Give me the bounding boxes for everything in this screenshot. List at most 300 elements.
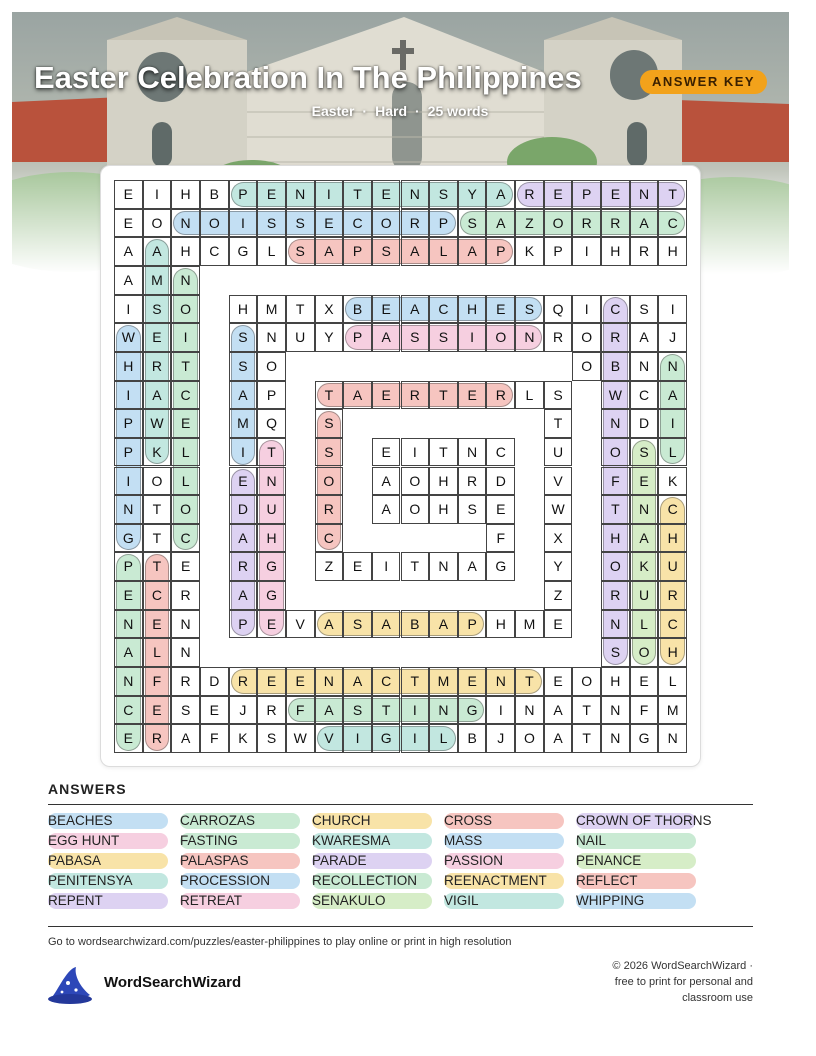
grid-cell[interactable]: A [315, 237, 344, 266]
grid-cell[interactable]: R [315, 495, 344, 524]
grid-cell[interactable]: D [486, 467, 515, 496]
grid-cell[interactable]: F [286, 696, 315, 725]
grid-cell[interactable]: R [458, 467, 487, 496]
grid-cell[interactable]: E [601, 180, 630, 209]
grid-cell[interactable]: N [257, 467, 286, 496]
grid-cell[interactable]: D [200, 667, 229, 696]
grid-cell[interactable]: S [229, 352, 258, 381]
grid-cell[interactable]: H [658, 237, 687, 266]
grid-cell[interactable]: C [200, 237, 229, 266]
grid-cell[interactable]: A [401, 237, 430, 266]
grid-cell[interactable]: R [171, 667, 200, 696]
grid-cell[interactable]: W [114, 323, 143, 352]
grid-cell[interactable]: A [544, 696, 573, 725]
grid-cell[interactable]: S [315, 409, 344, 438]
grid-cell[interactable]: W [601, 381, 630, 410]
grid-cell[interactable]: U [658, 552, 687, 581]
grid-cell[interactable]: O [601, 438, 630, 467]
grid-cell[interactable]: I [114, 467, 143, 496]
grid-cell[interactable]: T [143, 524, 172, 553]
grid-cell[interactable]: E [257, 667, 286, 696]
grid-cell[interactable]: E [458, 381, 487, 410]
grid-cell[interactable]: T [429, 438, 458, 467]
grid-cell[interactable]: R [401, 209, 430, 238]
grid-cell[interactable]: P [572, 180, 601, 209]
grid-cell[interactable]: C [343, 209, 372, 238]
grid-cell[interactable]: B [601, 352, 630, 381]
grid-cell[interactable]: I [458, 323, 487, 352]
grid-cell[interactable]: S [286, 209, 315, 238]
grid-cell[interactable]: R [658, 581, 687, 610]
grid-cell[interactable]: T [143, 552, 172, 581]
grid-cell[interactable]: N [401, 180, 430, 209]
grid-cell[interactable]: L [429, 237, 458, 266]
grid-cell[interactable]: O [143, 467, 172, 496]
grid-cell[interactable]: T [401, 667, 430, 696]
grid-cell[interactable]: A [171, 724, 200, 753]
grid-cell[interactable]: L [171, 467, 200, 496]
grid-cell[interactable]: H [171, 180, 200, 209]
grid-cell[interactable]: I [143, 180, 172, 209]
grid-cell[interactable]: O [200, 209, 229, 238]
grid-cell[interactable]: G [372, 724, 401, 753]
grid-cell[interactable]: J [658, 323, 687, 352]
grid-cell[interactable]: E [630, 467, 659, 496]
grid-cell[interactable]: E [630, 667, 659, 696]
grid-cell[interactable]: E [229, 467, 258, 496]
grid-cell[interactable]: A [114, 237, 143, 266]
grid-cell[interactable]: E [343, 552, 372, 581]
grid-cell[interactable]: V [544, 467, 573, 496]
grid-cell[interactable]: S [257, 724, 286, 753]
grid-cell[interactable]: N [429, 696, 458, 725]
grid-cell[interactable]: M [143, 266, 172, 295]
grid-cell[interactable]: E [114, 180, 143, 209]
grid-cell[interactable]: L [257, 237, 286, 266]
grid-cell[interactable]: O [572, 352, 601, 381]
grid-cell[interactable]: T [515, 667, 544, 696]
grid-cell[interactable]: B [200, 180, 229, 209]
grid-cell[interactable]: G [257, 552, 286, 581]
grid-cell[interactable]: T [572, 696, 601, 725]
grid-cell[interactable]: E [372, 180, 401, 209]
grid-cell[interactable]: A [630, 209, 659, 238]
grid-cell[interactable]: S [229, 323, 258, 352]
grid-cell[interactable]: C [429, 295, 458, 324]
grid-cell[interactable]: F [630, 696, 659, 725]
grid-cell[interactable]: A [401, 295, 430, 324]
grid-cell[interactable]: H [658, 638, 687, 667]
grid-cell[interactable]: T [143, 495, 172, 524]
grid-cell[interactable]: I [401, 438, 430, 467]
grid-cell[interactable]: A [343, 667, 372, 696]
grid-cell[interactable]: N [315, 667, 344, 696]
grid-cell[interactable]: O [401, 495, 430, 524]
grid-cell[interactable]: R [572, 209, 601, 238]
grid-cell[interactable]: G [257, 581, 286, 610]
play-online-link[interactable]: Go to wordsearchwizard.com/puzzles/easter-philippines to play online or print in high resolution [48, 936, 512, 948]
grid-cell[interactable]: U [286, 323, 315, 352]
grid-cell[interactable]: U [630, 581, 659, 610]
grid-cell[interactable]: L [658, 438, 687, 467]
grid-cell[interactable]: G [458, 696, 487, 725]
grid-cell[interactable]: H [257, 524, 286, 553]
grid-cell[interactable]: H [486, 610, 515, 639]
grid-cell[interactable]: S [143, 295, 172, 324]
grid-cell[interactable]: T [286, 295, 315, 324]
grid-cell[interactable]: P [229, 180, 258, 209]
grid-cell[interactable]: A [486, 180, 515, 209]
grid-cell[interactable]: K [630, 552, 659, 581]
grid-cell[interactable]: T [544, 409, 573, 438]
grid-cell[interactable]: S [458, 209, 487, 238]
grid-cell[interactable]: S [630, 438, 659, 467]
grid-cell[interactable]: N [486, 667, 515, 696]
grid-cell[interactable]: T [429, 381, 458, 410]
grid-cell[interactable]: N [171, 638, 200, 667]
grid-cell[interactable]: E [372, 381, 401, 410]
grid-cell[interactable]: I [171, 323, 200, 352]
grid-cell[interactable]: A [372, 610, 401, 639]
grid-cell[interactable]: F [486, 524, 515, 553]
grid-cell[interactable]: A [229, 381, 258, 410]
grid-cell[interactable]: A [630, 524, 659, 553]
grid-cell[interactable]: K [658, 467, 687, 496]
grid-cell[interactable]: R [143, 724, 172, 753]
grid-cell[interactable]: O [572, 323, 601, 352]
grid-cell[interactable]: C [658, 610, 687, 639]
grid-cell[interactable]: N [630, 495, 659, 524]
grid-cell[interactable]: C [315, 524, 344, 553]
grid-cell[interactable]: O [515, 724, 544, 753]
grid-cell[interactable]: S [257, 209, 286, 238]
grid-cell[interactable]: J [229, 696, 258, 725]
grid-cell[interactable]: O [486, 323, 515, 352]
grid-cell[interactable]: X [315, 295, 344, 324]
grid-cell[interactable]: T [315, 381, 344, 410]
grid-cell[interactable]: C [171, 524, 200, 553]
grid-cell[interactable]: I [658, 409, 687, 438]
grid-cell[interactable]: I [572, 237, 601, 266]
grid-cell[interactable]: F [200, 724, 229, 753]
grid-cell[interactable]: R [601, 209, 630, 238]
grid-cell[interactable]: T [343, 180, 372, 209]
grid-cell[interactable]: Z [315, 552, 344, 581]
grid-cell[interactable]: N [114, 667, 143, 696]
grid-cell[interactable]: J [486, 724, 515, 753]
grid-cell[interactable]: I [401, 696, 430, 725]
grid-cell[interactable]: R [257, 696, 286, 725]
grid-cell[interactable]: E [372, 295, 401, 324]
grid-cell[interactable]: K [229, 724, 258, 753]
grid-cell[interactable]: M [515, 610, 544, 639]
grid-cell[interactable]: O [372, 209, 401, 238]
grid-cell[interactable]: A [229, 524, 258, 553]
grid-cell[interactable]: T [658, 180, 687, 209]
grid-cell[interactable]: R [171, 581, 200, 610]
grid-cell[interactable]: R [229, 552, 258, 581]
grid-cell[interactable]: V [286, 610, 315, 639]
grid-cell[interactable]: I [401, 724, 430, 753]
grid-cell[interactable]: N [601, 696, 630, 725]
grid-cell[interactable]: R [601, 581, 630, 610]
grid-cell[interactable]: I [486, 696, 515, 725]
grid-cell[interactable]: D [229, 495, 258, 524]
grid-cell[interactable]: R [229, 667, 258, 696]
grid-cell[interactable]: E [544, 180, 573, 209]
grid-cell[interactable]: N [286, 180, 315, 209]
grid-cell[interactable]: N [658, 352, 687, 381]
grid-cell[interactable]: N [601, 409, 630, 438]
grid-cell[interactable]: E [257, 610, 286, 639]
grid-cell[interactable]: C [658, 209, 687, 238]
grid-cell[interactable]: O [572, 667, 601, 696]
grid-cell[interactable]: A [372, 495, 401, 524]
grid-cell[interactable]: C [114, 696, 143, 725]
grid-cell[interactable]: A [544, 724, 573, 753]
grid-cell[interactable]: H [229, 295, 258, 324]
grid-cell[interactable]: S [544, 381, 573, 410]
grid-cell[interactable]: P [114, 552, 143, 581]
grid-cell[interactable]: O [630, 638, 659, 667]
grid-cell[interactable]: K [515, 237, 544, 266]
grid-cell[interactable]: N [171, 266, 200, 295]
grid-cell[interactable]: E [143, 696, 172, 725]
grid-cell[interactable]: N [171, 610, 200, 639]
grid-cell[interactable]: G [630, 724, 659, 753]
grid-cell[interactable]: C [630, 381, 659, 410]
grid-cell[interactable]: L [429, 724, 458, 753]
grid-cell[interactable]: N [429, 552, 458, 581]
grid-cell[interactable]: L [630, 610, 659, 639]
grid-cell[interactable]: S [343, 696, 372, 725]
grid-cell[interactable]: E [143, 323, 172, 352]
grid-cell[interactable]: H [601, 524, 630, 553]
grid-cell[interactable]: C [143, 581, 172, 610]
grid-cell[interactable]: N [601, 724, 630, 753]
grid-cell[interactable]: S [515, 295, 544, 324]
grid-cell[interactable]: B [343, 295, 372, 324]
grid-cell[interactable]: R [401, 381, 430, 410]
grid-cell[interactable]: N [114, 610, 143, 639]
grid-cell[interactable]: F [601, 467, 630, 496]
grid-cell[interactable]: H [429, 467, 458, 496]
grid-cell[interactable]: H [601, 237, 630, 266]
grid-cell[interactable]: S [286, 237, 315, 266]
grid-cell[interactable]: T [401, 552, 430, 581]
grid-cell[interactable]: C [171, 381, 200, 410]
grid-cell[interactable]: G [114, 524, 143, 553]
grid-cell[interactable]: K [143, 438, 172, 467]
grid-cell[interactable]: Y [458, 180, 487, 209]
grid-cell[interactable]: N [171, 209, 200, 238]
grid-cell[interactable]: C [372, 667, 401, 696]
grid-cell[interactable]: E [114, 581, 143, 610]
grid-cell[interactable]: P [343, 237, 372, 266]
grid-cell[interactable]: E [486, 295, 515, 324]
grid-cell[interactable]: P [257, 381, 286, 410]
grid-cell[interactable]: I [372, 552, 401, 581]
grid-cell[interactable]: L [658, 667, 687, 696]
grid-cell[interactable]: A [114, 266, 143, 295]
grid-cell[interactable]: M [429, 667, 458, 696]
grid-cell[interactable]: P [114, 409, 143, 438]
grid-cell[interactable]: A [143, 237, 172, 266]
grid-cell[interactable]: E [372, 438, 401, 467]
grid-cell[interactable]: A [630, 323, 659, 352]
grid-cell[interactable]: N [630, 180, 659, 209]
grid-cell[interactable]: A [458, 237, 487, 266]
grid-cell[interactable]: N [515, 323, 544, 352]
grid-cell[interactable]: A [343, 381, 372, 410]
grid-cell[interactable]: H [601, 667, 630, 696]
grid-cell[interactable]: E [114, 209, 143, 238]
grid-cell[interactable]: F [143, 667, 172, 696]
grid-cell[interactable]: T [372, 696, 401, 725]
grid-cell[interactable]: N [601, 610, 630, 639]
grid-cell[interactable]: A [658, 381, 687, 410]
grid-cell[interactable]: P [458, 610, 487, 639]
grid-cell[interactable]: E [200, 696, 229, 725]
grid-cell[interactable]: T [601, 495, 630, 524]
grid-cell[interactable]: A [429, 610, 458, 639]
grid-cell[interactable]: E [286, 667, 315, 696]
grid-cell[interactable]: G [486, 552, 515, 581]
grid-cell[interactable]: Z [515, 209, 544, 238]
grid-cell[interactable]: E [143, 610, 172, 639]
grid-cell[interactable]: N [458, 438, 487, 467]
grid-cell[interactable]: P [429, 209, 458, 238]
grid-cell[interactable]: E [544, 667, 573, 696]
grid-cell[interactable]: Y [544, 552, 573, 581]
grid-cell[interactable]: I [229, 438, 258, 467]
grid-cell[interactable]: E [486, 495, 515, 524]
grid-cell[interactable]: P [229, 610, 258, 639]
grid-cell[interactable]: P [544, 237, 573, 266]
grid-cell[interactable]: A [315, 696, 344, 725]
grid-cell[interactable]: O [171, 295, 200, 324]
grid-cell[interactable]: N [630, 352, 659, 381]
grid-cell[interactable]: C [658, 495, 687, 524]
grid-cell[interactable]: A [229, 581, 258, 610]
grid-cell[interactable]: S [458, 495, 487, 524]
grid-cell[interactable]: T [257, 438, 286, 467]
grid-cell[interactable]: E [544, 610, 573, 639]
grid-cell[interactable]: E [458, 667, 487, 696]
grid-cell[interactable]: C [486, 438, 515, 467]
grid-cell[interactable]: S [343, 610, 372, 639]
grid-cell[interactable]: E [257, 180, 286, 209]
grid-cell[interactable]: N [257, 323, 286, 352]
grid-cell[interactable]: Y [315, 323, 344, 352]
grid-cell[interactable]: A [458, 552, 487, 581]
grid-cell[interactable]: W [544, 495, 573, 524]
grid-cell[interactable]: O [315, 467, 344, 496]
grid-cell[interactable]: H [458, 295, 487, 324]
grid-cell[interactable]: T [572, 724, 601, 753]
grid-cell[interactable]: W [143, 409, 172, 438]
grid-cell[interactable]: R [601, 323, 630, 352]
grid-cell[interactable]: O [544, 209, 573, 238]
grid-cell[interactable]: S [601, 638, 630, 667]
grid-cell[interactable]: W [286, 724, 315, 753]
grid-cell[interactable]: S [315, 438, 344, 467]
grid-cell[interactable]: H [658, 524, 687, 553]
grid-cell[interactable]: R [143, 352, 172, 381]
grid-cell[interactable]: Q [257, 409, 286, 438]
grid-cell[interactable]: S [372, 237, 401, 266]
grid-cell[interactable]: E [114, 724, 143, 753]
grid-cell[interactable]: N [114, 495, 143, 524]
grid-cell[interactable]: R [486, 381, 515, 410]
grid-cell[interactable]: N [515, 696, 544, 725]
grid-cell[interactable]: A [372, 323, 401, 352]
grid-cell[interactable]: Q [544, 295, 573, 324]
grid-cell[interactable]: S [429, 323, 458, 352]
grid-cell[interactable]: A [114, 638, 143, 667]
grid-cell[interactable]: A [315, 610, 344, 639]
grid-cell[interactable]: H [114, 352, 143, 381]
grid-cell[interactable]: B [458, 724, 487, 753]
grid-cell[interactable]: H [171, 237, 200, 266]
grid-cell[interactable]: L [143, 638, 172, 667]
grid-cell[interactable]: I [114, 381, 143, 410]
grid-cell[interactable]: M [658, 696, 687, 725]
grid-cell[interactable]: E [171, 409, 200, 438]
grid-cell[interactable]: A [372, 467, 401, 496]
grid-cell[interactable]: T [171, 352, 200, 381]
grid-cell[interactable]: O [601, 552, 630, 581]
grid-cell[interactable]: R [630, 237, 659, 266]
grid-cell[interactable]: P [114, 438, 143, 467]
grid-cell[interactable]: P [486, 237, 515, 266]
grid-cell[interactable]: S [630, 295, 659, 324]
grid-cell[interactable]: L [515, 381, 544, 410]
grid-cell[interactable]: G [229, 237, 258, 266]
grid-cell[interactable]: V [315, 724, 344, 753]
grid-cell[interactable]: C [601, 295, 630, 324]
grid-cell[interactable]: D [630, 409, 659, 438]
grid-cell[interactable]: S [171, 696, 200, 725]
grid-cell[interactable]: O [143, 209, 172, 238]
grid-cell[interactable]: A [143, 381, 172, 410]
grid-cell[interactable]: Z [544, 581, 573, 610]
grid-cell[interactable]: S [429, 180, 458, 209]
grid-cell[interactable]: O [171, 495, 200, 524]
grid-cell[interactable]: R [544, 323, 573, 352]
grid-cell[interactable]: P [343, 323, 372, 352]
grid-cell[interactable]: M [229, 409, 258, 438]
grid-cell[interactable]: O [257, 352, 286, 381]
grid-cell[interactable]: I [658, 295, 687, 324]
grid-cell[interactable]: E [315, 209, 344, 238]
grid-cell[interactable]: H [429, 495, 458, 524]
grid-cell[interactable]: M [257, 295, 286, 324]
grid-cell[interactable]: U [544, 438, 573, 467]
grid-cell[interactable]: N [658, 724, 687, 753]
grid-cell[interactable]: A [486, 209, 515, 238]
grid-cell[interactable]: O [401, 467, 430, 496]
grid-cell[interactable]: S [401, 323, 430, 352]
grid-cell[interactable]: U [257, 495, 286, 524]
grid-cell[interactable]: E [171, 552, 200, 581]
grid-cell[interactable]: B [401, 610, 430, 639]
grid-cell[interactable]: I [343, 724, 372, 753]
grid-cell[interactable]: X [544, 524, 573, 553]
grid-cell[interactable]: I [315, 180, 344, 209]
grid-cell[interactable]: R [515, 180, 544, 209]
grid-cell[interactable]: I [114, 295, 143, 324]
